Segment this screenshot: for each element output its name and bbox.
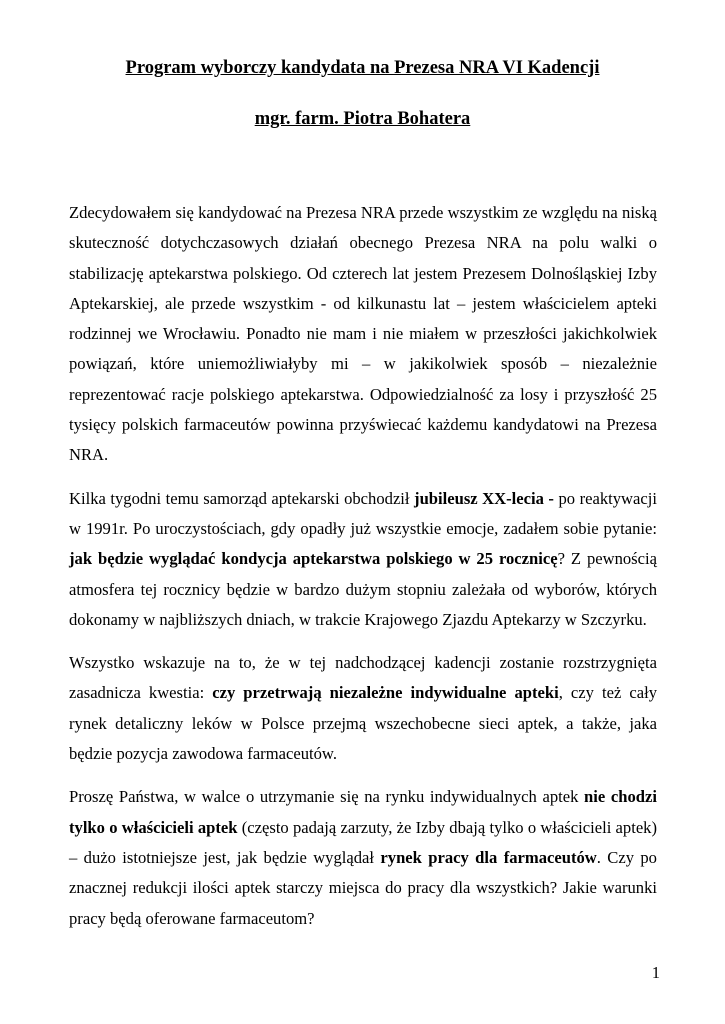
page-number: 1 (651, 963, 660, 982)
bold-emphasis: czy przetrwają niezależne indywidualne apteki (212, 683, 559, 703)
paragraph-text: po reaktywacji w 1991r. Po uroczystościach, gdy opadły już wszystkie emocje, zadałem sobie pytanie: (69, 488, 657, 538)
paragraph-text: ? Z pewnością atmosfera tej rocznicy będzie w bardzo dużym stopniu zależała od wyborów, których dokonamy w najbliższych dniach, w trakcie Krajowego Zjazdu Aptekarzy w Szczyrku. (69, 549, 657, 629)
paragraph-text: Kilka tygodni temu samorząd aptekarski obchodził (69, 488, 415, 508)
paragraph-3 (69, 648, 657, 769)
paragraph-text: Proszę Państwa, w walce o utrzymanie się na rynku indywidualnych aptek (69, 787, 585, 807)
paragraph-text: Zdecydowałem się kandydować na Prezesa NRA przede wszystkim ze względu na niską skuteczność dotychczasowych działań obecnego Prezesa NRA na polu walki o stabilizację aptekarstwa polskiego. Od czterech lat jestem Prezesem Dolnośląskiej Izby Aptekarskiej, ale przede wszystkim - od kilkunastu lat – jestem właścicielem apteki rodzinnej we Wrocławiu. Ponadto nie mam i nie miałem w przeszłości jakichkolwiek powiązań, które uniemożliwiałyby mi – w jakikolwiek sposób – niezależnie reprezentować racje polskiego aptekarstwa. Odpowiedzialność za losy i przyszłość 25 tysięcy polskich farmaceutów powinna przyświecać każdemu kandydatowi na Prezesa NRA. (69, 203, 657, 465)
paragraph-text: (często padają zarzuty, że Izby dbają tylko o właścicieli aptek) – dużo istotniejsze jest, jak będzie wyglądał (69, 817, 658, 867)
document-body (69, 198, 657, 947)
bold-emphasis: nie chodzi tylko o właścicieli aptek (69, 787, 657, 837)
bold-emphasis: jubileusz XX-lecia - (414, 488, 554, 508)
document-title: Program wyborczy kandydata na Prezesa NRA VI Kadencji (125, 58, 600, 78)
bold-emphasis: jak będzie wyglądać kondycja aptekarstwa polskiego w 25 rocznicę (69, 549, 558, 569)
paragraph-1 (69, 198, 657, 471)
paragraph-text: . Czy po znacznej redukcji ilości aptek starczy miejsca do pracy dla wszystkich? Jakie warunki pracy będą oferowane farmaceutom? (69, 847, 657, 928)
paragraph-text: , czy też cały rynek detaliczny leków w Polsce przejmą wszechobecne sieci aptek, a także, jaka będzie pozycja zawodowa farmaceutów. (69, 683, 657, 764)
paragraph-4 (69, 782, 657, 933)
paragraph-2 (69, 484, 657, 635)
paragraph-text: Wszystko wskazuje na to, że w tej nadchodzącej kadencji zostanie rozstrzygnięta zasadnicza kwestia: (69, 653, 657, 703)
document-subtitle: mgr. farm. Piotra Bohatera (254, 109, 471, 129)
bold-emphasis: rynek pracy dla farmaceutów (380, 847, 597, 867)
